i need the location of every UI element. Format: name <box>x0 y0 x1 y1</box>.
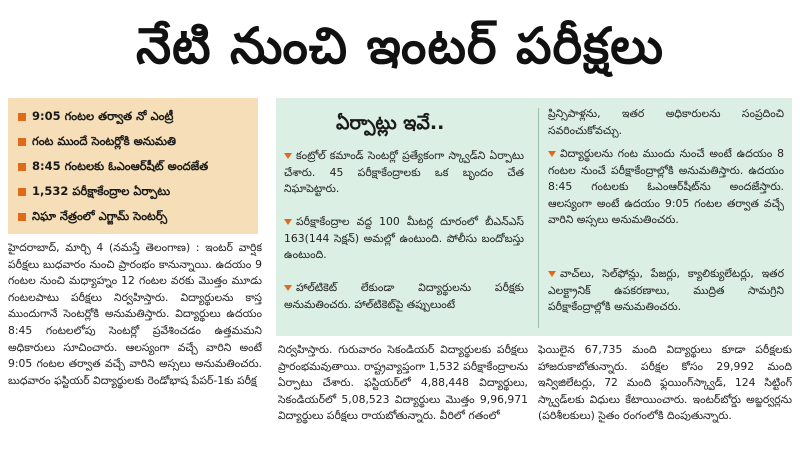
bullet-triangle-icon <box>284 153 292 159</box>
highlight-text: 1,532 పరీక్షాకేంద్రాల ఏర్పాటు <box>32 184 171 198</box>
arrangement-item-text: కంట్రోల్ కమాండ్ సెంటర్లో ప్రత్యేకంగా స్క్వాడ్‌ని ఏర్పాటు చేశారు. 45 పరీక్షాకేంద్రాలకు ఒక బృందం చేత నిఘాపెట్టారు. <box>284 149 524 196</box>
arrangement-item <box>284 148 524 210</box>
arrangement-item-text: పరీక్షాకేంద్రాల వద్ద 100 మీటర్ల దూరంలో బీఎన్ఎస్ 163(144 సెక్షన్) అమల్లో ఉంటుంది. పోలీసు బందోబస్తు ఉంటుంది. <box>284 215 524 262</box>
bullet-triangle-icon <box>548 271 556 277</box>
highlights-box <box>8 98 258 234</box>
bullet-triangle-icon <box>548 151 556 157</box>
bullet-triangle-icon <box>284 219 292 225</box>
arrangement-item-continued <box>548 106 784 140</box>
highlight-item <box>18 179 254 203</box>
arrangement-item <box>284 280 524 330</box>
body-column-right <box>538 342 792 458</box>
bullet-square-icon <box>18 138 26 146</box>
column-divider <box>538 108 539 328</box>
highlight-item <box>18 204 254 228</box>
headline: నేటి నుంచి ఇంటర్ పరీక్షలు <box>135 17 665 75</box>
highlight-text: నిఘా నేత్రంలో ఎగ్జామ్ సెంటర్స్ <box>32 209 168 223</box>
arrangement-item-text: వాచ్‌లు, సెల్‌ఫోన్లు, పేజర్లు, క్యాలిక్యులేటర్లు, ఇతర ఎలక్ట్రానిక్ ఉపకరణాలు, ముద్రిత సామగ్రిని పరీక్షాకేంద్రాల్లోకి అనుమతించరు. <box>548 267 784 314</box>
bullet-square-icon <box>18 113 26 121</box>
arrangement-item <box>548 146 784 262</box>
body-column-middle <box>278 342 528 458</box>
highlight-item <box>18 154 254 178</box>
bullet-square-icon <box>18 163 26 171</box>
arrangements-panel <box>276 98 792 336</box>
arrangement-item-text: విద్యార్థులను గంట ముందు నుంచే అంటే ఉదయం 8 గంటల నుంచే పరీక్షాకేంద్రాల్లోకి అనుమతిస్తారు. ఉదయం 8:45 గంటలకు ఓఎంఆర్‌షీట్‌ను అందజేస్తారు. ఆలస్యంగా అంటే ఉదయం 9:05 గంటల తర్వాత వచ్చే వారిని అస్సలు అనుమతించరు. <box>548 147 784 227</box>
body-column-middle-text: నిర్వహిస్తారు. గురువారం సెకండియర్ విద్యార్థులకు పరీక్షలు ప్రారంభమవుతాయి. రాష్ట్రవ్యాప్తంగా 1,532 పరీక్షాకేంద్రాలను ఏర్పాటు చేశారు. ఫస్టియర్‌లో 4,88,448 విద్యార్థులు, సెకండియర్‌లో 5,08,523 విద్యార్థులు మొత్తం 9,96,971 విద్యార్థులు పరీక్షలు రాయబోతున్నారు. వీరిలో గతంలో <box>278 343 528 423</box>
arrangements-title: ఏర్పాట్లు ఇవే.. <box>336 112 445 134</box>
arrangement-item <box>284 214 524 276</box>
bullet-triangle-icon <box>284 285 292 291</box>
body-column-right-text: ఫెయిలైన 67,735 మంది విద్యార్థులు కూడా పరీక్షలకు హాజరుకాబోతున్నారు. పరీక్షల కోసం 29,992 మంది ఇన్విజిలేటర్లు, 72 మంది ఫ్లయింగ్‌స్క్వాడ్, 124 సిట్టింగ్ స్క్వాడ్‌లకు విధులు కేటాయించారు. ఇంటర్‌బోర్డు అబ్జర్వర్లను (పరిశీలకులు) సైతం రంగంలోకి దింపుతున్నారు. <box>538 343 792 423</box>
bullet-square-icon <box>18 188 26 196</box>
lead-paragraph <box>8 240 262 458</box>
highlight-text: గంట ముందే సెంటర్లోకి అనుమతి <box>32 134 177 148</box>
highlight-item <box>18 104 254 128</box>
highlight-text: 8:45 గంటలకు ఓఎంఆర్‌షీట్ అందజేత <box>32 159 209 173</box>
highlight-item <box>18 129 254 153</box>
highlight-text: 9:05 గంటల తర్వాత నో ఎంట్రీ <box>32 109 174 123</box>
arrangement-item-text: హాల్‌టికెట్ లేకుండా విద్యార్థులను పరీక్షకు అనుమతించరు. హాల్‌టికెట్‌పై తప్పులుంటే <box>284 281 524 311</box>
arrangement-item <box>548 266 784 332</box>
arrangement-item-text: ప్రిన్సిపాళ్లను, ఇతర అధికారులను సంప్రదించి సవరించుకోవచ్చు. <box>548 107 784 137</box>
lead-paragraph-text: హైదరాబాద్, మార్చి 4 (నమస్తే తెలంగాణ) : ఇంటర్ వార్షిక పరీక్షలు బుధవారం నుంచి ప్రారంభం కానున్నాయి. ఉదయం 9 గంటల నుంచి మధ్యాహ్నం 12 గంటల వరకు మొత్తం మూడు గంటలపాటు పరీక్షలు నిర్వహిస్తారు. విద్యార్థులను కాస్త ముందుగానే సెంటర్లోకి అనుమతిస్తారు. విద్యార్థులు ఉదయం 8:45 గంటలలోపు సెంటర్లో ప్రవేశించడం ఉత్తమమని అధికారులు సూచించారు. ఆలస్యంగా వచ్చే వారిని అంటే 9:05 గంటల తర్వాత వచ్చే వారిని అస్సలు అనుమతించరు. బుధవారం ఫస్టియర్ విద్యార్థులకు రెండోభాష పేపర్-1కు పరీక్ష <box>8 241 262 387</box>
bullet-square-icon <box>18 213 26 221</box>
